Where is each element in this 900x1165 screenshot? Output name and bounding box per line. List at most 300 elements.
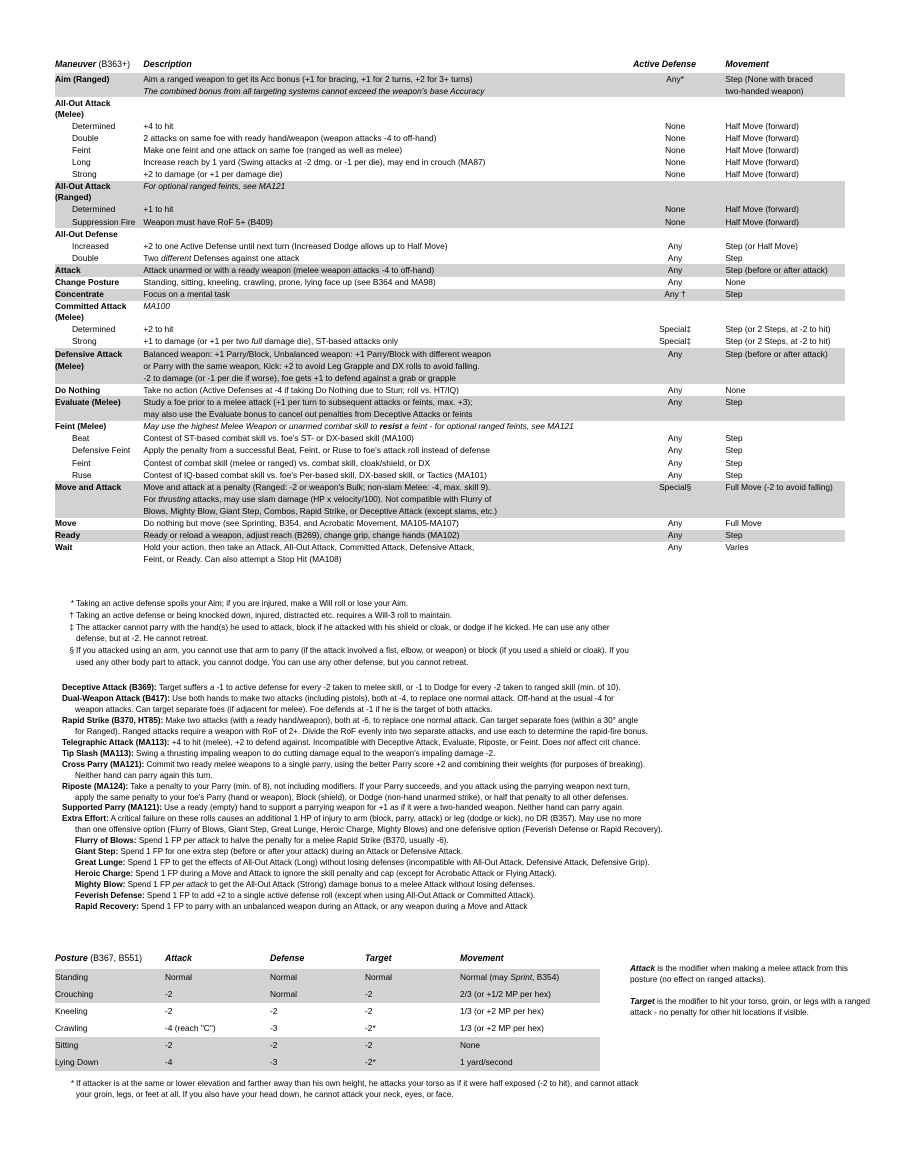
maneuver-movement-cell: Half Move (forward): [719, 132, 845, 144]
maneuver-active-defense-cell: [631, 409, 719, 421]
maneuver-description-cell: [143, 324, 631, 336]
technique-body: Take a penalty to your Parry (min. of 8), not including modifiers. If your Parry succeeds, and you attack using the parrying weapon next turn,: [128, 781, 631, 791]
maneuver-description-text: For optional ranged feints, see MA121: [143, 181, 286, 192]
technique-title: Rapid Strike (B370, HT85):: [62, 715, 164, 725]
technique-body: A critical failure on these rolls causes an additional 1 HP of injury to arm (block, parry, attack) or leg (dodge or kick), no DR (B357). May use no more: [108, 814, 642, 824]
maneuver-description-text: Move and attack at a penalty (Ranged: -2 or weapon's Bulk; non-slam Melee: -4, max. skill 9).: [143, 481, 491, 492]
maneuver-suboption-label: Long: [72, 157, 91, 168]
maneuver-name-cell: [55, 396, 143, 408]
maneuver-description-text: The combined bonus from all targeting systems cannot exceed the weapon's base Accuracy: [143, 85, 485, 96]
maneuver-row: [55, 204, 845, 216]
maneuver-name-label: Attack: [55, 264, 81, 275]
header-posture-ref: (B367, B551): [87, 953, 143, 964]
maneuver-movement-cell: [719, 554, 845, 566]
maneuver-description-text: +2 to hit: [143, 324, 174, 335]
maneuver-name-label: All-Out Defense: [55, 228, 118, 239]
maneuver-name-label: Ready: [55, 530, 81, 541]
maneuver-active-defense-cell: Special‡: [631, 336, 719, 348]
maneuver-description-text: Make one feint and one attack on same foe (ranged as well as melee): [143, 145, 403, 156]
maneuver-description-cell: [143, 445, 631, 457]
maneuver-active-defense-cell: Any: [631, 252, 719, 264]
maneuver-description-text: Contest of IQ-based combat skill vs. foe's Per-based skill, DX-based skill, or Tactics (MA101): [143, 469, 487, 480]
maneuver-description-cell: [143, 204, 631, 216]
maneuver-name-label: Change Posture: [55, 277, 120, 288]
maneuver-movement-cell: [719, 360, 845, 372]
maneuver-row: [55, 445, 845, 457]
maneuver-movement-cell: [719, 228, 845, 240]
maneuver-row: [55, 120, 845, 132]
maneuver-row: [55, 433, 845, 445]
maneuver-movement-cell: [719, 409, 845, 421]
side-note-lead: Attack: [630, 964, 656, 973]
maneuver-row: [55, 457, 845, 469]
maneuver-active-defense-cell: [631, 85, 719, 97]
maneuver-description-cell: [143, 433, 631, 445]
maneuver-active-defense-cell: [631, 360, 719, 372]
posture-target-cell: -2: [365, 1037, 460, 1054]
maneuver-description-cell: [143, 481, 631, 493]
maneuver-movement-cell: Full Move: [719, 518, 845, 530]
posture-name-cell: Lying Down: [55, 1054, 165, 1071]
maneuver-active-defense-cell: Any: [631, 240, 719, 252]
emphasis-text: per attack: [172, 880, 209, 890]
maneuver-row: [55, 493, 845, 505]
maneuver-name-cell: [55, 554, 143, 566]
maneuver-row: [55, 289, 845, 301]
footnote-text: Taking an active defense or being knocked down, injured, distracted etc. requires a Will-3 roll to maintain.: [76, 610, 453, 620]
footnote-text: If you attacked using an arm, you cannot use that arm to parry (if the attack involved a fist, elbow, or weapon) or block (if you used a shield or cloak). If you: [76, 646, 629, 656]
technique-body: Spend 1 FP per attack to get the All-Out Attack (Strong) damage bonus to a melee Attack without losing defenses.: [125, 880, 536, 890]
technique-item: [62, 793, 862, 804]
technique-body: +4 to hit (melee), +2 to defend against. Incompatible with Deceptive Attack, Evaluate, Riposte, or Feint. Does not affect crit chance.: [169, 737, 641, 747]
maneuver-movement-cell: Half Move (forward): [719, 169, 845, 181]
posture-movement-cell: 1/3 (or +2 MP per hex): [460, 1003, 600, 1020]
maneuver-description-text: Standing, sitting, kneeling, crawling, prone, lying face up (see B364 and MA98): [143, 277, 436, 288]
maneuver-description-cell: [143, 85, 631, 97]
maneuver-description-text: or Parry with the same weapon, Kick: +2 to avoid Leg Grapple and DX rolls to avoid falling.: [143, 360, 480, 371]
maneuver-name-cell: [55, 372, 143, 384]
maneuver-movement-cell: Step (or 2 Steps, at -2 to hit): [719, 324, 845, 336]
maneuver-row: [55, 144, 845, 156]
technique-body: Use both hands to make two attacks (including pistols), both at -4, to replace one normal attack. Off-hand at the usual -4 for: [169, 693, 614, 703]
footnotes-block: [63, 598, 853, 669]
maneuver-name-cell: [55, 336, 143, 348]
maneuver-suboption-label: Double: [72, 252, 99, 263]
posture-row: [55, 1054, 600, 1071]
maneuver-row: [55, 132, 845, 144]
maneuver-description-text: Focus on a mental task: [143, 289, 230, 300]
maneuver-name-label: Feint (Melee): [55, 421, 107, 432]
maneuver-suboption-label: Beat: [72, 433, 90, 444]
footnote-item: [63, 622, 853, 645]
maneuver-suboption-label: Feint: [72, 457, 91, 468]
maneuver-row: [55, 240, 845, 252]
footnote-item: [63, 598, 853, 609]
maneuver-name-cell: [55, 530, 143, 542]
maneuver-name-cell: [55, 493, 143, 505]
side-note: [630, 963, 875, 986]
maneuver-name-label: Concentrate: [55, 289, 104, 300]
posture-target-cell: -2: [365, 1003, 460, 1020]
posture-row: [55, 1020, 600, 1037]
maneuver-active-defense-cell: [631, 505, 719, 517]
technique-title: Deceptive Attack (B369):: [62, 683, 157, 692]
maneuver-name-cell: [55, 348, 143, 360]
maneuver-active-defense-cell: None: [631, 132, 719, 144]
posture-defense-cell: -3: [270, 1054, 365, 1071]
footnote-symbol: *: [70, 599, 74, 608]
posture-attack-cell: -4 (reach "C"): [165, 1020, 270, 1037]
maneuver-active-defense-cell: None: [631, 157, 719, 169]
emphasis-text: not: [563, 737, 575, 747]
technique-item: [62, 749, 862, 760]
technique-title: Giant Step:: [75, 847, 119, 857]
maneuver-description-text: 2 attacks on same foe with ready hand/weapon (weapon attacks -4 to off-hand): [143, 132, 437, 143]
posture-defense-cell: -2: [270, 1003, 365, 1020]
maneuver-active-defense-cell: [631, 181, 719, 204]
maneuver-name-cell: [55, 120, 143, 132]
maneuver-suboption-label: Increased: [72, 240, 109, 251]
header-maneuver-ref: (B363+): [96, 58, 131, 69]
maneuver-active-defense-cell: [631, 554, 719, 566]
posture-name-cell: Sitting: [55, 1037, 165, 1054]
maneuver-row: [55, 348, 845, 360]
maneuver-name-label: Evaluate (Melee): [55, 397, 121, 407]
maneuver-description-text: Apply the penalty from a successful Beat, Feint, or Ruse to foe's attack roll instead of defense: [143, 445, 490, 456]
maneuver-movement-cell: Step (before or after attack): [719, 348, 845, 360]
maneuver-row: [55, 360, 845, 372]
technique-item: [62, 727, 862, 738]
technique-item: [62, 716, 862, 727]
maneuver-suboption-label: Determined: [72, 204, 116, 215]
maneuver-name-cell: [55, 505, 143, 517]
maneuver-row: [55, 469, 845, 481]
technique-body: Use a ready (empty) hand to support a parrying weapon for +1 as if it were a two-handed weapon. Neither hand can parry again.: [161, 803, 625, 813]
maneuver-suboption-label: Double: [72, 132, 99, 143]
technique-body: weapon attacks. Can target separate foes (if adjacent for melee). Foe defends at -1 if he is the target of both attacks.: [75, 704, 493, 714]
maneuver-name-cell: [55, 264, 143, 276]
maneuver-description-text: Do nothing but move (see Sprinting, B354, and Acrobatic Movement, MA105-MA107): [143, 518, 459, 529]
emphasis-text: full: [251, 336, 263, 347]
maneuver-movement-cell: Step: [719, 445, 845, 457]
header-target: Target: [365, 953, 392, 964]
maneuver-table-header-row: [55, 58, 845, 73]
maneuver-table: [55, 58, 845, 566]
maneuver-name-label: Committed Attack (Melee): [55, 301, 127, 323]
maneuver-description-cell: [143, 264, 631, 276]
posture-name-cell: Kneeling: [55, 1003, 165, 1020]
maneuver-suboption-label: Suppression Fire: [72, 216, 136, 227]
maneuver-movement-cell: Half Move (forward): [719, 144, 845, 156]
technique-item: [62, 782, 862, 793]
maneuver-active-defense-cell: Any: [631, 530, 719, 542]
maneuver-description-text: Blows, Mighty Blow, Giant Step, Combos, Rapid Strike, or Deceptive Attack (except slams, etc.): [143, 505, 498, 516]
maneuver-name-cell: [55, 85, 143, 97]
maneuver-description-text: Balanced weapon: +1 Parry/Block, Unbalanced weapon: +1 Parry/Block with different weapon: [143, 348, 491, 359]
posture-row: [55, 1003, 600, 1020]
technique-title: Extra Effort:: [62, 814, 109, 824]
maneuver-row: [55, 228, 845, 240]
technique-body: Spend 1 FP to add +2 to a single active defense roll (except when using All-Out Attack or Committed Attack).: [144, 891, 536, 901]
emphasis-text: per attack: [183, 836, 220, 846]
footnote-text: The attacker cannot parry with the hand(s) he used to attack, block if he attacked with his shield or cloak, or dodge if he kicked. He can use any other: [76, 622, 610, 632]
maneuver-description-cell: [143, 252, 631, 264]
technique-body: Spend 1 FP to parry with an unbalanced weapon during an Attack, or any weapon during a Move and Attack: [138, 902, 528, 912]
posture-table-body: [55, 950, 600, 1071]
maneuver-name-cell: [55, 409, 143, 421]
maneuver-description-text: Aim a ranged weapon to get its Acc bonus (+1 for bracing, +1 for 2 turns, +2 for 3+ turns): [143, 73, 473, 84]
maneuver-row: [55, 97, 845, 120]
header-attack: Attack: [165, 953, 192, 964]
maneuver-row: [55, 481, 845, 493]
maneuver-movement-cell: Half Move (forward): [719, 216, 845, 228]
technique-title: Tip Slash (MA113):: [62, 748, 134, 758]
maneuver-row: [55, 73, 845, 85]
maneuver-active-defense-cell: Any: [631, 542, 719, 554]
maneuver-row: [55, 542, 845, 554]
maneuver-description-cell: [143, 216, 631, 228]
posture-movement-cell: None: [460, 1037, 600, 1054]
maneuver-movement-cell: Step: [719, 457, 845, 469]
posture-defense-cell: Normal: [270, 986, 365, 1003]
maneuver-description-text: -2 to damage (or -1 per die if worse), foe gets +1 to defend against a grab or grapple: [143, 372, 456, 383]
maneuver-description-cell: [143, 384, 631, 396]
maneuver-movement-cell: Half Move (forward): [719, 120, 845, 132]
maneuver-active-defense-cell: [631, 228, 719, 240]
maneuver-active-defense-cell: [631, 301, 719, 324]
maneuver-active-defense-cell: [631, 372, 719, 384]
maneuver-row: [55, 384, 845, 396]
technique-item: [62, 891, 862, 902]
maneuver-name-cell: [55, 433, 143, 445]
maneuver-movement-cell: Step: [719, 252, 845, 264]
technique-title: Feverish Defense:: [75, 891, 145, 901]
technique-body: Spend 1 FP to get the effects of All-Out Attack (Long) without losing defenses (incompatible with All-Out Attack, Defensive Attack, Defensive Grip).: [125, 858, 650, 868]
maneuver-row: [55, 396, 845, 408]
maneuver-active-defense-cell: Special‡: [631, 324, 719, 336]
technique-item: [62, 825, 862, 836]
maneuver-name-label: All-Out Attack (Ranged): [55, 181, 111, 203]
maneuver-description-text: Contest of ST-based combat skill vs. foe's ST- or DX-based skill (MA100): [143, 433, 414, 444]
posture-attack-cell: Normal: [165, 969, 270, 986]
maneuver-description-text: +1 to hit: [143, 204, 174, 215]
maneuver-description-cell: [143, 505, 631, 517]
maneuver-row: [55, 85, 845, 97]
maneuver-row: [55, 409, 845, 421]
maneuver-name-cell: [55, 481, 143, 493]
maneuver-description-text: Hold your action, then take an Attack, All-Out Attack, Committed Attack, Defensive Attack,: [143, 542, 475, 553]
maneuver-suboption-label: Feint: [72, 145, 91, 156]
maneuver-movement-cell: [719, 505, 845, 517]
technique-body: Commit two ready melee weapons to a single parry, using the better Parry score +2 and combining their weights (for purposes of breaking).: [144, 759, 646, 769]
maneuver-description-text: Two different Defenses against one attack: [143, 252, 300, 263]
bottom-footnote-cont: your groin, legs, or feet at all. If you also have your head down, he cannot attack your neck, eyes, or face.: [76, 1090, 454, 1100]
maneuver-name-cell: [55, 469, 143, 481]
maneuver-row: [55, 157, 845, 169]
maneuver-description-cell: [143, 228, 631, 240]
maneuver-suboption-label: Determined: [72, 324, 116, 335]
posture-attack-cell: -2: [165, 986, 270, 1003]
maneuver-movement-cell: Varies: [719, 542, 845, 554]
technique-title: Rapid Recovery:: [75, 902, 139, 912]
posture-defense-cell: -2: [270, 1037, 365, 1054]
maneuver-description-text: +2 to damage (or +1 per damage die): [143, 169, 283, 180]
maneuver-movement-cell: Step (None with braced: [719, 73, 845, 85]
maneuver-name-cell: [55, 360, 143, 372]
technique-item: [62, 705, 862, 716]
technique-body: for Ranged). Ranged attacks require a weapon with RoF of 2+. Divide the RoF evenly into two separate attacks, and use each to determine the rapid-fire bonus.: [75, 726, 648, 736]
maneuver-active-defense-cell: [631, 493, 719, 505]
technique-title: Supported Parry (MA121):: [62, 803, 162, 813]
footnote-text: Taking an active defense spoils your Aim; if you are injured, make a Will roll or lose your Aim.: [76, 599, 408, 608]
posture-movement-cell: 1/3 (or +2 MP per hex): [460, 1020, 600, 1037]
maneuver-name-cell: [55, 518, 143, 530]
side-note: [630, 996, 875, 1019]
technique-body: Target suffers a -1 to active defense for every -2 taken to melee skill, or -1 to Dodge for every -2 taken to ranged skill (min. of 10).: [156, 683, 621, 692]
technique-item: [62, 771, 862, 782]
header-maneuver: [55, 58, 143, 73]
side-note-text: is the modifier when making a melee attack from this posture (no effect on ranged attacks).: [630, 964, 848, 985]
posture-attack-cell: -4: [165, 1054, 270, 1071]
maneuver-suboption-label: Ruse: [72, 469, 92, 480]
maneuver-name-cell: [55, 144, 143, 156]
maneuver-name-cell: [55, 384, 143, 396]
maneuver-table-body: [55, 58, 845, 566]
maneuver-description-text: Study a foe prior to a melee attack (+1 per turn to subsequent attacks or feints, max. +3);: [143, 397, 473, 407]
posture-table: [55, 950, 600, 1071]
technique-item: [62, 760, 862, 771]
maneuver-movement-cell: Step: [719, 469, 845, 481]
maneuver-active-defense-cell: Any: [631, 518, 719, 530]
maneuver-description-cell: [143, 530, 631, 542]
maneuver-suboption-label: Strong: [72, 169, 97, 180]
maneuver-row: [55, 421, 845, 433]
maneuver-active-defense-cell: Any: [631, 264, 719, 276]
emphasis-text: resist: [379, 421, 403, 432]
technique-title: Dual-Weapon Attack (B417):: [62, 693, 170, 703]
maneuver-active-defense-cell: Any: [631, 445, 719, 457]
maneuver-movement-cell: Step (or Half Move): [719, 240, 845, 252]
technique-title: Riposte (MA124):: [62, 781, 129, 791]
maneuver-description-cell: [143, 493, 631, 505]
maneuver-name-cell: [55, 132, 143, 144]
maneuver-active-defense-cell: Any: [631, 396, 719, 408]
maneuver-row: [55, 169, 845, 181]
technique-item: [62, 738, 862, 749]
posture-table-header-row: [55, 950, 600, 969]
side-note-lead: Target: [630, 996, 655, 1006]
technique-item: [62, 880, 862, 891]
maneuver-active-defense-cell: Any †: [631, 289, 719, 301]
posture-movement-cell: 2/3 (or +1/2 MP per hex): [460, 986, 600, 1003]
maneuver-row: [55, 277, 845, 289]
technique-item: [62, 869, 862, 880]
maneuver-row: [55, 372, 845, 384]
header-posture-label: Posture: [55, 953, 88, 964]
header-movement-posture: Movement: [460, 953, 504, 964]
technique-body: Neither hand can parry again this turn.: [75, 770, 213, 780]
maneuver-description-text: Increase reach by 1 yard (Swing attacks at -2 dmg. or -1 per die), may end in crouch (MA87): [143, 157, 486, 168]
maneuver-active-defense-cell: Any: [631, 457, 719, 469]
maneuver-active-defense-cell: Any: [631, 277, 719, 289]
side-notes-block: [630, 963, 875, 1028]
maneuver-description-text: Ready or reload a weapon, adjust reach (B269), change grip, change hands (MA102): [143, 530, 460, 541]
posture-target-cell: Normal: [365, 969, 460, 986]
maneuver-description-cell: [143, 542, 631, 554]
technique-title: Flurry of Blows:: [75, 836, 137, 846]
maneuver-description-cell: [143, 409, 631, 421]
maneuver-name-label: Move and Attack: [55, 481, 122, 492]
maneuver-active-defense-cell: None: [631, 204, 719, 216]
maneuver-movement-cell: [719, 181, 845, 204]
maneuver-movement-cell: Half Move (forward): [719, 204, 845, 216]
maneuver-name-cell: [55, 542, 143, 554]
maneuver-row: [55, 554, 845, 566]
header-posture: [55, 950, 165, 969]
maneuver-name-cell: [55, 445, 143, 457]
maneuver-name-cell: [55, 301, 143, 324]
maneuver-movement-cell: Step (before or after attack): [719, 264, 845, 276]
maneuver-description-text: +1 to damage (or +1 per two full damage die), ST-based attacks only: [143, 336, 399, 347]
maneuver-movement-cell: Half Move (forward): [719, 157, 845, 169]
maneuver-row: [55, 216, 845, 228]
maneuver-name-cell: [55, 204, 143, 216]
maneuver-name-label: Aim (Ranged): [55, 73, 110, 84]
technique-title: Great Lunge:: [75, 858, 126, 868]
maneuver-row: [55, 336, 845, 348]
maneuver-row: [55, 505, 845, 517]
maneuver-name-label: Move: [55, 518, 77, 529]
posture-defense-cell: -3: [270, 1020, 365, 1037]
bottom-footnote-text: If attacker is at the same or lower elevation and farther away than his own height, he attacks your torso as if it were half exposed (-2 to hit), and cannot attack: [76, 1079, 639, 1088]
emphasis-text: Sprint: [510, 971, 533, 982]
maneuver-description-cell: [143, 157, 631, 169]
maneuver-name-cell: [55, 457, 143, 469]
maneuver-active-defense-cell: Any: [631, 433, 719, 445]
maneuver-description-cell: [143, 169, 631, 181]
maneuver-description-cell: [143, 301, 631, 324]
maneuver-description-text: Contest of combat skill (melee or ranged) vs. combat skill, cloak/shield, or DX: [143, 457, 431, 468]
maneuver-movement-cell: Step: [719, 433, 845, 445]
maneuver-movement-cell: Step: [719, 396, 845, 408]
maneuver-description-cell: [143, 360, 631, 372]
maneuver-suboption-label: Strong: [72, 336, 97, 347]
maneuver-description-cell: [143, 518, 631, 530]
maneuver-name-cell: [55, 324, 143, 336]
technique-title: Telegraphic Attack (MA113):: [62, 737, 170, 747]
maneuver-active-defense-cell: Any: [631, 469, 719, 481]
maneuver-movement-cell: None: [719, 384, 845, 396]
technique-item: [62, 814, 862, 825]
posture-target-cell: -2*: [365, 1054, 460, 1071]
technique-title: Heroic Charge:: [75, 869, 134, 879]
side-note-text: is the modifier to hit your torso, groin, or legs with a ranged attack - no penalty for other hit locations if visible.: [630, 996, 870, 1017]
maneuver-movement-cell: [719, 493, 845, 505]
maneuver-active-defense-cell: None: [631, 120, 719, 132]
maneuver-description-text: MA100: [143, 301, 170, 312]
maneuver-name-cell: [55, 277, 143, 289]
technique-item: [62, 683, 862, 694]
posture-row: [55, 1037, 600, 1054]
posture-target-cell: -2*: [365, 1020, 460, 1037]
posture-name-cell: Crouching: [55, 986, 165, 1003]
footnote-continuation: used any other body part to attack, you cannot dodge. You can use any other defense, but you cannot retreat.: [76, 657, 469, 667]
maneuver-description-cell: [143, 336, 631, 348]
maneuver-description-cell: [143, 396, 631, 408]
maneuver-description-cell: [143, 240, 631, 252]
maneuver-description-cell: [143, 469, 631, 481]
posture-movement-cell: Normal (may Sprint, B354): [460, 969, 600, 986]
